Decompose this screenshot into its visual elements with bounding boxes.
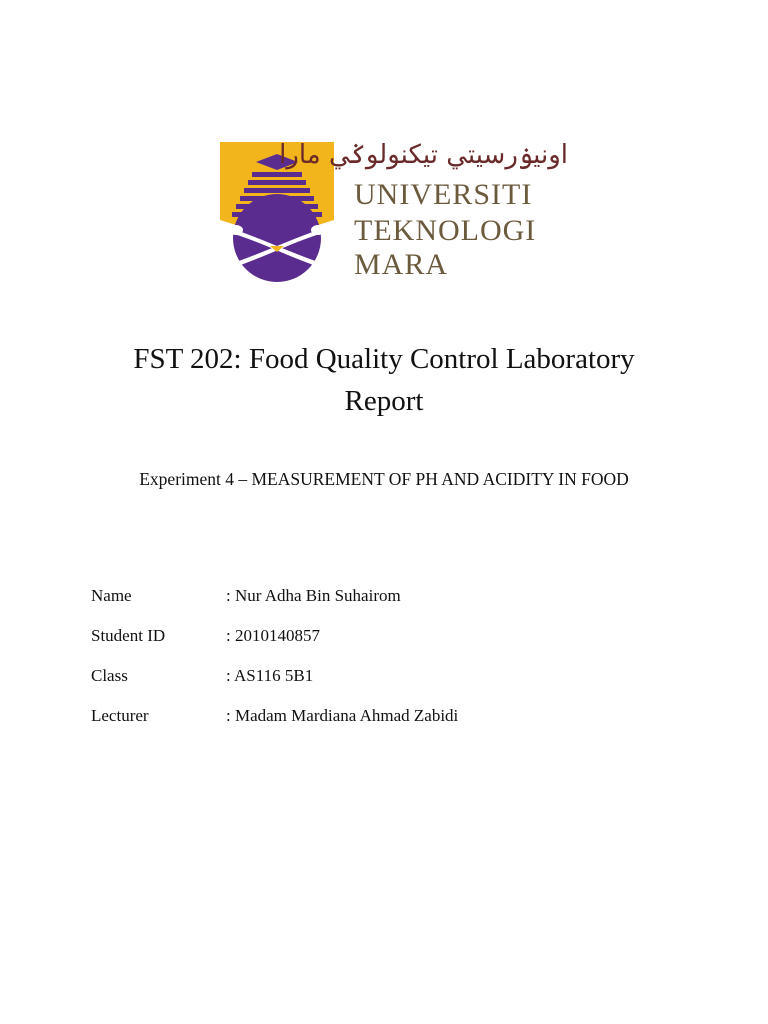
detail-row-name: [91, 583, 691, 609]
detail-value: : 2010140857: [226, 626, 320, 645]
logo-line-mara: MARA: [354, 248, 449, 281]
logo-line-teknologi: TEKNOLOGI: [354, 214, 537, 247]
detail-row-lecturer: [91, 703, 691, 729]
logo-jawi-text: اونيۏرسيتي تيكنولوݢي مارا: [279, 140, 568, 170]
detail-label: Student ID: [91, 626, 166, 645]
detail-row-class: [91, 663, 691, 689]
report-title-line2: Report: [344, 385, 424, 417]
detail-label: Class: [91, 666, 128, 685]
detail-value: : Nur Adha Bin Suhairom: [226, 586, 401, 605]
report-title-line1: FST 202: Food Quality Control Laboratory: [133, 343, 635, 375]
experiment-heading: Experiment 4 – MEASUREMENT OF PH AND ACIDITY IN FOOD: [139, 469, 629, 489]
detail-label: Lecturer: [91, 706, 149, 725]
detail-value: : AS116 5B1: [226, 666, 314, 685]
detail-value: : Madam Mardiana Ahmad Zabidi: [226, 706, 459, 725]
university-logo: [218, 136, 568, 282]
detail-row-student-id: [91, 623, 691, 649]
detail-label: Name: [91, 586, 132, 605]
report-title: [84, 338, 684, 422]
logo-line-universiti: UNIVERSITI: [354, 178, 533, 211]
